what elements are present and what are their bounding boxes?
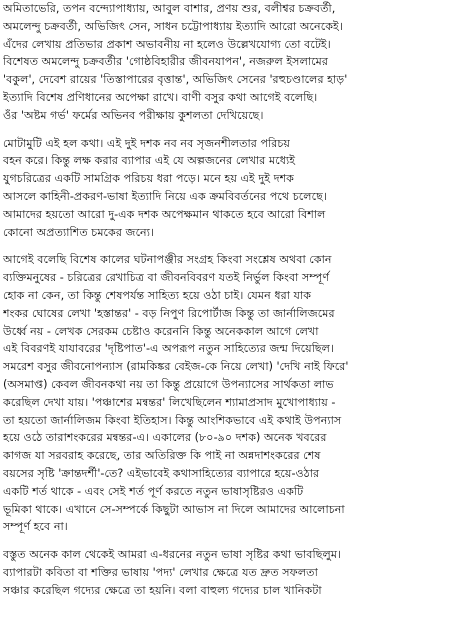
- text-line: ওঁর 'অষ্টম গর্ভ' ফর্মের অভিনব পরীক্ষায় কুশলতা দেখিয়েছে।: [3, 108, 264, 122]
- text-line: 'বকুল', দেবেশ রায়ের 'তিস্তাপারের বৃত্তান্ত', অভিজিৎ সেনের 'রহুচণ্ডালের হাড়': [3, 73, 348, 87]
- text-line: অমিতাভেরি, তপন বন্দ্যোপাধ্যায়, আবুল বাশার, প্রণয় শুর, বলীশ্বর চক্রবর্তী,: [3, 2, 336, 15]
- text-line: এঁদের লেখায় প্রতিভার প্রকাশ অভাবনীয় না হলেও উল্লেখযোগ্য তো বটেই।: [3, 37, 331, 51]
- text-line: সঞ্চার করেছিল গদ্যের ক্ষেত্রে তা হয়নি। বলা বাহুল্য গদ্যের চাল খানিকটা: [3, 583, 322, 597]
- text-line: একটি শর্ত থাকে - এবং সেই শর্ত পূর্ণ করতে নতুন ভাষাসৃষ্টিরও একটি: [3, 484, 304, 498]
- text-line: তা হয়তো জার্নালিজম কিংবা ইতিহাস। কিন্তু আংশিকভাবে এই কথাই উপন্যাস: [3, 413, 342, 427]
- text-line: হোক না কেন, তা কিন্তু শেষপর্যন্ত সাহিত্য হয়ে ওঠা চাই। যেমন ধরা যাক: [3, 288, 312, 302]
- text-line: ব্যাপারটা কবিতা বা শক্তির ভাষায় 'পদ্য' লেখার ক্ষেত্রে যত দ্রুত সফলতা: [3, 565, 318, 579]
- text-line: আসলে কাহিনী-প্রকরণ-ভাষা ইত্যাদি নিয়ে এক ক্রমবিবর্তনের পথে চলেছে।: [3, 189, 327, 203]
- text-line: কোনো অপ্রত্যাশিত চমকের জন্যে।: [3, 225, 154, 239]
- text-line: ব্যক্তিমনুষের - চরিত্রের রেখাচিত্র বা জীবনবিবরণ যতই নির্ভুল কিংবা সম্পূর্ণ: [3, 271, 330, 285]
- paragraph-gap: [3, 241, 453, 251]
- paragraph-1: [3, 0, 453, 125]
- text-line: হয়ে ওঠে তারাশংকরের মন্বন্তর-এ। একালের (৮০-৯০ দশক) অনেক খবরের: [3, 431, 327, 445]
- text-line: ভূমিকা থাকে। এখানে সে-সম্পর্কে কিছুটা আভাস না দিলে আমাদের আলোচনা: [3, 502, 345, 516]
- text-line: সম্পূর্ণ হবে না।: [3, 520, 68, 534]
- text-line: আমাদের হয়তো আরো দু-এক দশক অপেক্ষমান থাকতে হবে আরো বিশাল: [3, 207, 326, 221]
- paragraph-4: [3, 546, 453, 599]
- paragraph-gap: [3, 536, 453, 546]
- text-line: যুগচরিত্রের একটি সামগ্রিক পরিচয় ধরা পড়ে। মনে হয় এই দুই দশক: [3, 172, 295, 186]
- text-line: (অসমাপ্ত) কেবল জীবনকথা নয় তা কিন্তু প্রয়োগে উপন্যাসের সার্থকতা লাভ: [3, 377, 334, 391]
- paragraph-2: [3, 135, 453, 242]
- text-line: ইত্যাদি বিশেষ প্রণিধানের অপেক্ষা রাখে। বাণী বসুর কথা আগেই বলেছি।: [3, 90, 318, 104]
- text-line: কাগজ যা সরবরাহ করেছে, তার অতিরিক্ত কি পাই না অন্নদাশংকরের শেষ: [3, 449, 321, 463]
- text-line: এই বিবরণই যাযাবরের 'দৃষ্টিপাত'-এ অপরূপ নতুন সাহিত্যের জন্ম দিয়েছিল।: [3, 342, 335, 356]
- text-line: বিশেষত অমলেন্দু চক্রবর্তীর 'গোষ্ঠবিহারীর জীবনযাপন', নজরুল ইসলামের: [3, 55, 329, 69]
- text-line: সমরেশ বসুর জীবনোপন্যাস (রামকিঙ্কর বেইজ-কে নিয়ে লেখা) 'দেখি নাই ফিরে': [3, 360, 349, 374]
- text-line: বহন করে। কিন্তু লক্ষ করার ব্যাপার এই যে অল্পজনের লেখার মধ্যেই: [3, 154, 296, 168]
- text-line: করেছিল দেখা যায়। 'পঞ্চাশের মন্বন্তর' লিখেছিলেন শ্যামাপ্রসাদ মুখোপাধ্যায় -: [3, 395, 336, 409]
- paragraph-3: [3, 251, 453, 536]
- text-line: মোটামুটি এই হল কথা। এই দুই দশক নব নব সৃজনশীলতার পরিচয়: [3, 136, 291, 150]
- text-line: উর্ধ্বে নয় - লেখক সেরকম চেষ্টাও করেননি কিন্তু অনেককাল আগে লেখা: [3, 324, 319, 338]
- paragraph-gap: [3, 125, 453, 135]
- text-line: শংকর ঘোষের লেখা 'হস্তান্তর' - বড় নিপুণ রিপোর্টাজ কিন্তু তা জার্নালিজমের: [3, 306, 335, 320]
- text-line: বয়সের সৃষ্টি 'ক্রান্তদর্শী'-তে? এইভাবেই কথাসাহিত্যের ব্যাপারে হয়ে-ওঠার: [3, 466, 320, 480]
- text-line: আগেই বলেছি বিশেষ কালের ঘটনাপঞ্জীর সংগ্রহ কিংবা সংশ্লেষ অথবা কোন: [3, 253, 332, 267]
- text-line: অমলেন্দু চক্রবর্তী, অভিজিৎ সেন, সাধন চট্টোপাধ্যায় ইত্যাদি আরো অনেকেই।: [3, 19, 343, 33]
- text-line: বস্তুত অনেক কাল থেকেই আমরা এ-ধরনের নতুন ভাষা সৃষ্টির কথা ভাবছিলুম।: [3, 548, 342, 562]
